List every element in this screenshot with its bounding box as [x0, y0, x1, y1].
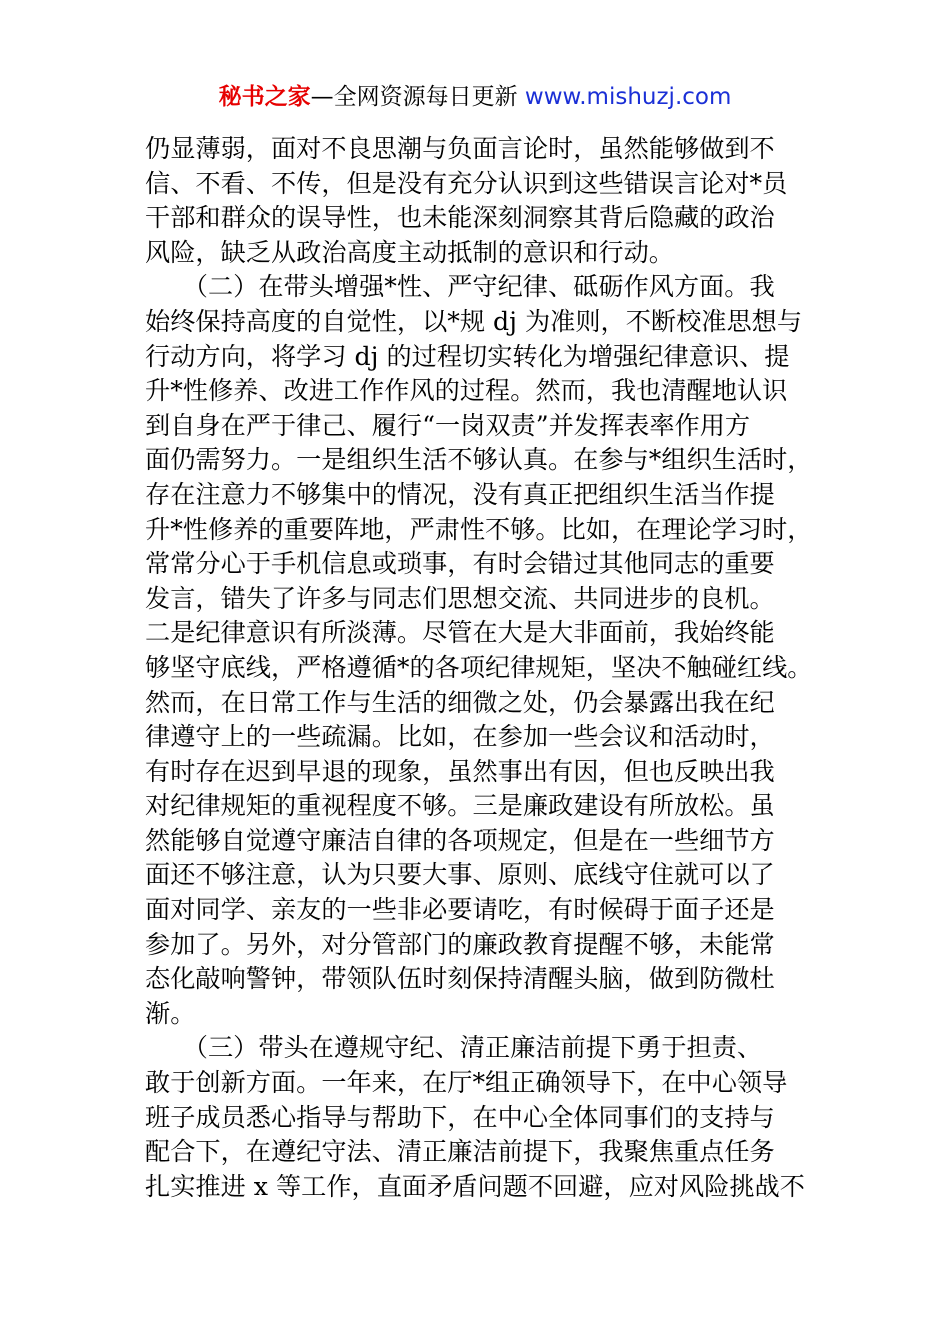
site-brand: 秘书之家 — [218, 84, 311, 110]
text-line: 信、不看、不传，但是没有充分认识到这些错误言论对*员 — [145, 168, 788, 198]
text-line: 然而，在日常工作与生活的细微之处，仍会暴露出我在纪 — [145, 687, 775, 717]
site-url-link[interactable]: www.mishuzj.com — [524, 84, 732, 110]
text-line: 到自身在严于律己、履行“一岗双责”并发挥表率作用方 — [145, 410, 751, 440]
text-line: 干部和群众的误导性，也未能深刻洞察其背后隐藏的政治 — [145, 203, 775, 233]
text-line: 然能够自觉遵守廉洁自律的各项规定，但是在一些细节方 — [145, 825, 775, 855]
text-line: 发言，错失了许多与同志们思想交流、共同进步的良机。 — [145, 583, 775, 613]
text-line: 参加了。另外，对分管部门的廉政教育提醒不够，未能常 — [145, 929, 775, 959]
text-line: 面仍需努力。一是组织生活不够认真。在参与*组织生活时， — [145, 445, 813, 475]
site-tagline: —全网资源每日更新 — [310, 84, 525, 110]
text-line: （三）带头在遵规守纪、清正廉洁前提下勇于担责、 — [145, 1033, 763, 1063]
document-body — [145, 132, 813, 1204]
text-line: 行动方向，将学习 dj 的过程切实转化为增强纪律意识、提 — [145, 341, 790, 371]
text-line: 配合下，在遵纪守法、清正廉洁前提下，我聚焦重点任务 — [145, 1137, 775, 1167]
text-line: （二）在带头增强*性、严守纪律、砥砺作风方面。我 — [145, 272, 775, 302]
text-line: 态化敲响警钟，带领队伍时刻保持清醒头脑，做到防微杜 — [145, 964, 775, 994]
text-line: 班子成员悉心指导与帮助下，在中心全体同事们的支持与 — [145, 1102, 775, 1132]
text-line: 存在注意力不够集中的情况，没有真正把组织生活当作提 — [145, 479, 775, 509]
text-line: 升*性修养的重要阵地，严肃性不够。比如，在理论学习时， — [145, 514, 813, 544]
text-line: 常常分心于手机信息或琐事，有时会错过其他同志的重要 — [145, 549, 775, 579]
text-line: 仍显薄弱，面对不良思潮与负面言论时，虽然能够做到不 — [145, 134, 775, 163]
text-line: 够坚守底线，严格遵循*的各项纪律规矩，坚决不触碰红线。 — [145, 652, 813, 682]
text-line: 升*性修养、改进工作作风的过程。然而，我也清醒地认识 — [145, 376, 788, 406]
text-line: 风险，缺乏从政治高度主动抵制的意识和行动。 — [145, 237, 674, 267]
text-line: 始终保持高度的自觉性，以*规 dj 为准则，不断校准思想与 — [145, 306, 803, 336]
text-line: 律遵守上的一些疏漏。比如，在参加一些会议和活动时， — [145, 722, 775, 752]
text-line: 扎实推进 x 等工作，直面矛盾问题不回避，应对风险挑战不 — [145, 1171, 805, 1201]
site-header — [0, 80, 950, 114]
text-line: 敢于创新方面。一年来，在厅*组正确领导下，在中心领导 — [145, 1068, 788, 1098]
text-line: 二是纪律意识有所淡薄。尽管在大是大非面前，我始终能 — [145, 618, 775, 648]
text-line: 面对同学、亲友的一些非必要请吃，有时候碍于面子还是 — [145, 895, 775, 925]
text-line: 对纪律规矩的重视程度不够。三是廉政建设有所放松。虽 — [145, 791, 775, 821]
text-line: 面还不够注意，认为只要大事、原则、底线守住就可以了 — [145, 860, 775, 890]
text-line: 有时存在迟到早退的现象，虽然事出有因，但也反映出我 — [145, 756, 775, 786]
text-line: 渐。 — [145, 998, 196, 1028]
